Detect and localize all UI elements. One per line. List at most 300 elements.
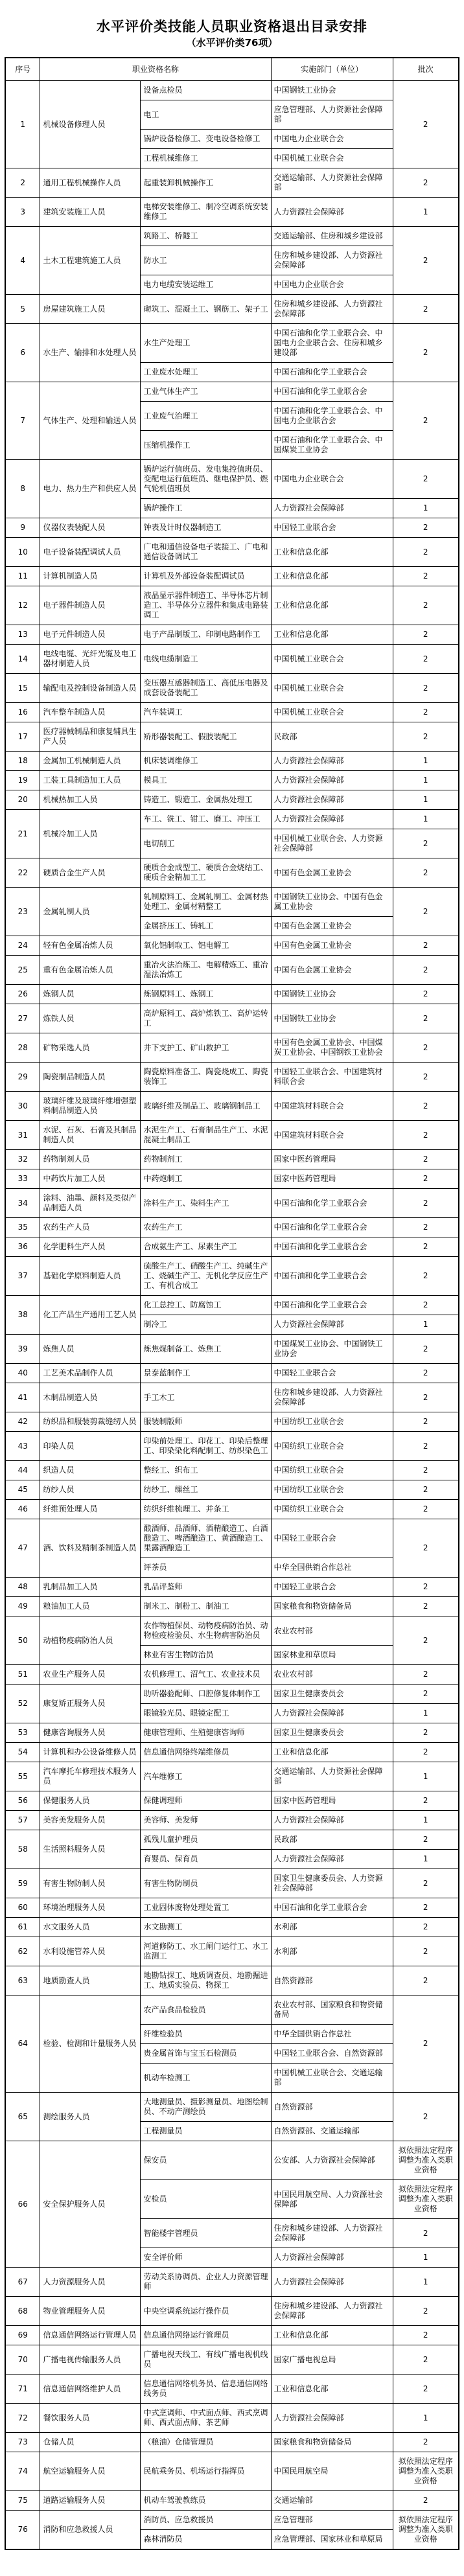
category-cell: 纺纱人员 xyxy=(40,1480,141,1500)
batch-cell: 2 xyxy=(393,2375,459,2404)
qualification-cell: 矫形器装配工、假肢装配工 xyxy=(141,722,271,752)
serial-number-cell: 47 xyxy=(5,1519,40,1578)
batch-cell: 1 xyxy=(393,810,459,829)
qualification-cell: 中药炮制工 xyxy=(141,1169,271,1189)
department-cell: 工业和信息化部 xyxy=(271,1743,393,1762)
qualification-cell: 工业固体废物处理处置工 xyxy=(141,1898,271,1918)
table-row xyxy=(5,1063,459,1092)
serial-number-cell: 37 xyxy=(5,1257,40,1296)
category-cell: 安全保护服务人员 xyxy=(40,2141,141,2268)
batch-cell: 2 xyxy=(393,1519,459,1578)
department-cell: 住房和城乡建设部、人力资源社会保障部 xyxy=(271,2297,393,2326)
department-cell: 人力资源社会保障部 xyxy=(271,1704,393,1723)
batch-cell: 2 xyxy=(393,1092,459,1121)
table-row xyxy=(5,1364,459,1383)
serial-number-cell: 60 xyxy=(5,1898,40,1918)
department-cell: 中国机械工业联合会 xyxy=(271,703,393,722)
qualification-cell: 酿酒师、品酒师、酒精酿造工、白酒酿造工、啤酒酿造工、黄酒酿造工、果露酒酿造工 xyxy=(141,1519,271,1558)
category-cell: 仪器仪表装配人员 xyxy=(40,518,141,538)
category-cell: 计算机制造人员 xyxy=(40,567,141,586)
serial-number-cell: 75 xyxy=(5,2491,40,2511)
table-row xyxy=(5,1665,459,1685)
department-cell: 国家粮食和物资储备局 xyxy=(271,2433,393,2452)
department-cell: 中国石油和化学工业联合会 xyxy=(271,1898,393,1918)
serial-number-cell: 65 xyxy=(5,2093,40,2141)
department-cell: 交通运输部、人力资源社会保障部 xyxy=(271,168,393,198)
category-cell: 基础化学原料制造人员 xyxy=(40,1257,141,1296)
department-cell: 中国纺织工业联合会 xyxy=(271,1412,393,1432)
department-cell: 民政部 xyxy=(271,722,393,752)
batch-cell: 2 xyxy=(393,81,459,168)
page-subtitle: （水平评价类76项） xyxy=(186,37,278,49)
serial-number-cell: 34 xyxy=(5,1189,40,1218)
serial-number-cell: 67 xyxy=(5,2268,40,2297)
department-cell: 中国机械工业联合会 xyxy=(271,645,393,674)
qualification-cell: 育婴员、保育员 xyxy=(141,1850,271,1869)
category-cell: 计算机和办公设备维修人员 xyxy=(40,1743,141,1762)
department-cell: 人力资源社会保障部 xyxy=(271,771,393,790)
batch-cell: 2 xyxy=(393,1597,459,1616)
department-cell: 中国石油和化学工业联合会 xyxy=(271,1237,393,1257)
department-cell: 中国煤炭工业协会、中国钢铁工业协会 xyxy=(271,1335,393,1364)
batch-cell: 2 xyxy=(393,703,459,722)
department-cell: 人力资源社会保障部 xyxy=(271,499,393,518)
table-row xyxy=(5,168,459,198)
batch-cell: 2 xyxy=(393,538,459,567)
category-cell: 矿物采选人员 xyxy=(40,1033,141,1063)
qualification-cell: 地勘钻探工、地质调查员、地勘掘进工、地质实验员、物探工 xyxy=(141,1966,271,1995)
serial-number-cell: 63 xyxy=(5,1966,40,1995)
table-row xyxy=(5,703,459,722)
batch-cell: 2 xyxy=(393,829,459,858)
department-cell: 民政部 xyxy=(271,1830,393,1850)
table-row xyxy=(5,1791,459,1811)
qualification-cell: 电力电缆安装运维工 xyxy=(141,275,271,295)
table-row xyxy=(5,1578,459,1597)
department-cell: 公安部、人力资源社会保障部 xyxy=(271,2141,393,2180)
table-row xyxy=(5,1519,459,1558)
serial-number-cell: 10 xyxy=(5,538,40,567)
category-cell: 乳制品加工人员 xyxy=(40,1578,141,1597)
serial-number-cell: 30 xyxy=(5,1092,40,1121)
table-row xyxy=(5,1500,459,1519)
batch-cell: 1 xyxy=(393,198,459,227)
batch-cell: 2 xyxy=(393,674,459,703)
category-cell: 美容美发服务人员 xyxy=(40,1811,141,1830)
category-cell: 印染人员 xyxy=(40,1432,141,1461)
department-cell: 国家粮食和物资储备局 xyxy=(271,1597,393,1616)
serial-number-cell: 61 xyxy=(5,1918,40,1937)
batch-cell: 1 xyxy=(393,499,459,518)
qualification-cell: 玻璃纤维及制品工、玻璃钢制品工 xyxy=(141,1092,271,1121)
table-row xyxy=(5,2375,459,2404)
category-cell: 玻璃纤维及玻璃纤维增强塑料制品制造人员 xyxy=(40,1092,141,1121)
category-cell: 健康咨询服务人员 xyxy=(40,1723,141,1743)
table-row xyxy=(5,1811,459,1830)
serial-number-cell: 62 xyxy=(5,1937,40,1966)
serial-number-cell: 76 xyxy=(5,2511,40,2550)
batch-cell: 2 xyxy=(393,2345,459,2375)
department-cell: 交通运输部、人力资源社会保障部 xyxy=(271,1762,393,1791)
batch-cell: 2 xyxy=(393,1063,459,1092)
table-row xyxy=(5,518,459,538)
table-row xyxy=(5,625,459,645)
serial-number-cell: 28 xyxy=(5,1033,40,1063)
serial-number-cell: 53 xyxy=(5,1723,40,1743)
qualification-cell: 印染前处理工、印花工、印染后整理工、印染染化料配制工、纺织染色工 xyxy=(141,1432,271,1461)
batch-cell: 2 xyxy=(393,1121,459,1150)
department-cell: 人力资源社会保障部 xyxy=(271,2268,393,2297)
qualification-cell: 机动车驾驶教练员 xyxy=(141,2491,271,2511)
department-cell: 工业和信息化部 xyxy=(271,2326,393,2345)
category-cell: 轻有色金属冶炼人员 xyxy=(40,936,141,956)
batch-cell: 2 xyxy=(393,2326,459,2345)
batch-cell: 2 xyxy=(393,1461,459,1480)
qualification-cell: 制冷工 xyxy=(141,1315,271,1335)
table-row xyxy=(5,227,459,246)
batch-cell: 1 xyxy=(393,1315,459,1335)
serial-number-cell: 50 xyxy=(5,1616,40,1665)
qualification-cell: 健康管理师、生殖健康咨询师 xyxy=(141,1723,271,1743)
table-row xyxy=(5,1616,459,1646)
category-cell: 水生产、输排和水处理人员 xyxy=(40,324,141,382)
qualification-cell: 氧化铝制取工、铝电解工 xyxy=(141,936,271,956)
qualification-cell: 林业有害生物防治员 xyxy=(141,1646,271,1665)
department-cell: 中国有色金属工业协会 xyxy=(271,936,393,956)
qualification-cell: 整经工、织布工 xyxy=(141,1461,271,1480)
department-cell: 国家中医药管理局 xyxy=(271,1791,393,1811)
table-header-row xyxy=(5,58,459,81)
department-cell: 中华全国供销合作总社 xyxy=(271,1558,393,1578)
qualification-cell: 炼焦煤制备工、炼焦工 xyxy=(141,1335,271,1364)
table-row xyxy=(5,2268,459,2297)
qualification-cell: 大地测量员、摄影测量员、地图绘制员、不动产测绘员 xyxy=(141,2093,271,2122)
table-row xyxy=(5,1743,459,1762)
table-row xyxy=(5,1918,459,1937)
qualification-cell: 劳动关系协调员、企业人力资源管理师 xyxy=(141,2268,271,2297)
batch-cell: 2 xyxy=(393,460,459,499)
batch-cell: 2 xyxy=(393,1966,459,1995)
table-row xyxy=(5,2433,459,2452)
category-cell: 信息通信网络维护人员 xyxy=(40,2375,141,2404)
category-cell: 康复矫正服务人员 xyxy=(40,1685,141,1723)
qualification-cell: 信息通信网络机务员、信息通信网络线务员 xyxy=(141,2375,271,2404)
table-row xyxy=(5,790,459,810)
department-cell: 中国石油和化学工业联合会 xyxy=(271,1296,393,1315)
table-row xyxy=(5,1169,459,1189)
category-cell: 电子器件制造人员 xyxy=(40,586,141,625)
serial-number-cell: 9 xyxy=(5,518,40,538)
table-row xyxy=(5,2326,459,2345)
batch-cell: 2 xyxy=(393,1723,459,1743)
serial-number-cell: 71 xyxy=(5,2375,40,2404)
department-cell: 中国电力企业联合会 xyxy=(271,460,393,499)
table-row xyxy=(5,2345,459,2375)
batch-cell: 2 xyxy=(393,1296,459,1315)
serial-number-cell: 35 xyxy=(5,1218,40,1237)
qualification-cell: 助听器验配师、口腔修复体制作工 xyxy=(141,1685,271,1704)
category-cell: 通用工程机械操作人员 xyxy=(40,168,141,198)
batch-cell: 1 xyxy=(393,771,459,790)
batch-cell: 1 xyxy=(393,2404,459,2433)
qualification-cell: 化工总控工、防腐蚀工 xyxy=(141,1296,271,1315)
table-row xyxy=(5,1383,459,1412)
qualification-cell: 服装制版师 xyxy=(141,1412,271,1432)
table-row xyxy=(5,1995,459,2025)
serial-number-cell: 57 xyxy=(5,1811,40,1830)
department-cell: 中国机械工业联合会 xyxy=(271,674,393,703)
table-row xyxy=(5,1033,459,1063)
department-cell: 人力资源社会保障部 xyxy=(271,1850,393,1869)
table-row xyxy=(5,1461,459,1480)
qualification-cell: 防水工 xyxy=(141,246,271,275)
qualification-cell: 机动车检测工 xyxy=(141,2064,271,2093)
category-cell: 房屋建筑施工人员 xyxy=(40,295,141,324)
qualification-cell: 模具工 xyxy=(141,771,271,790)
department-cell: 农业农村部 xyxy=(271,1616,393,1646)
table-row xyxy=(5,382,459,402)
serial-number-cell: 59 xyxy=(5,1869,40,1898)
batch-cell: 2 xyxy=(393,2297,459,2326)
category-cell: 电力、热力生产和供应人员 xyxy=(40,460,141,518)
batch-cell: 2 xyxy=(393,382,459,460)
serial-number-cell: 69 xyxy=(5,2326,40,2345)
batch-cell: 2 xyxy=(393,1335,459,1364)
category-cell: 有害生物防制人员 xyxy=(40,1869,141,1898)
batch-cell: 2 xyxy=(393,985,459,1004)
serial-number-cell: 26 xyxy=(5,985,40,1004)
qualification-cell: 河道修防工、水工闸门运行工、水工监测工 xyxy=(141,1937,271,1966)
batch-cell: 2 xyxy=(393,295,459,324)
department-cell: 住房和城乡建设部、人力资源社会保障部 xyxy=(271,295,393,324)
batch-cell: 2 xyxy=(393,1218,459,1237)
serial-number-cell: 18 xyxy=(5,752,40,771)
category-cell: 动植物疫病防治人员 xyxy=(40,1616,141,1665)
table-row xyxy=(5,1218,459,1237)
batch-cell: 拟依照法定程序调整为准入类职业资格 xyxy=(393,2511,459,2550)
batch-cell: 2 xyxy=(393,1869,459,1898)
serial-number-cell: 23 xyxy=(5,888,40,936)
department-cell: 国家林业和草原局 xyxy=(271,1646,393,1665)
department-cell: 中国石油和化学工业联合会 xyxy=(271,1257,393,1296)
batch-cell: 2 xyxy=(393,324,459,382)
qualification-cell: 汽车维修工 xyxy=(141,1762,271,1791)
qualification-cell: 重冶火法冶炼工、电解精炼工、重冶湿法冶炼工 xyxy=(141,956,271,985)
batch-cell: 1 xyxy=(393,1762,459,1791)
qualification-cell: 孤残儿童护理员 xyxy=(141,1830,271,1850)
category-cell: 地质勘查人员 xyxy=(40,1966,141,1995)
serial-number-cell: 43 xyxy=(5,1432,40,1461)
qualification-cell: 设备点检员 xyxy=(141,81,271,100)
department-cell: 中国钢铁工业协会 xyxy=(271,1004,393,1033)
department-cell: 国家中医药管理局 xyxy=(271,1150,393,1169)
department-cell: 中国石油和化学工业联合会 xyxy=(271,363,393,382)
table-row xyxy=(5,810,459,829)
category-cell: 化学肥料生产人员 xyxy=(40,1237,141,1257)
department-cell: 中国轻工业联合会 xyxy=(271,1519,393,1558)
department-cell: 人力资源社会保障部 xyxy=(271,790,393,810)
category-cell: 机械设备修理人员 xyxy=(40,81,141,168)
serial-number-cell: 17 xyxy=(5,722,40,752)
category-cell: 电子元件制造人员 xyxy=(40,625,141,645)
serial-number-cell: 14 xyxy=(5,645,40,674)
batch-cell: 2 xyxy=(393,1480,459,1500)
batch-cell: 2 xyxy=(393,1578,459,1597)
table-row xyxy=(5,1723,459,1743)
department-cell: 水利部 xyxy=(271,1918,393,1937)
qualification-cell: 钟表及计时仪器制造工 xyxy=(141,518,271,538)
category-cell: 环境治理服务人员 xyxy=(40,1898,141,1918)
category-cell: 保健服务人员 xyxy=(40,1791,141,1811)
qualification-cell: 水生产处理工 xyxy=(141,324,271,363)
department-cell: 工业和信息化部 xyxy=(271,538,393,567)
department-cell: 中国轻工业联合会 xyxy=(271,1364,393,1383)
department-cell: 中国有色金属工业协会 xyxy=(271,917,393,936)
qualification-cell: 信息通信网络运行管理员 xyxy=(141,2326,271,2345)
qualification-cell: 电工 xyxy=(141,100,271,130)
qualification-cell: 电线电缆制造工 xyxy=(141,645,271,674)
serial-number-cell: 12 xyxy=(5,586,40,625)
qualification-cell: 计算机及外部设备装配调试员 xyxy=(141,567,271,586)
department-cell: 中国机械工业联合会 xyxy=(271,149,393,168)
table-row xyxy=(5,771,459,790)
table-row xyxy=(5,1898,459,1918)
qualification-cell: 农作物植保员、动物疫病防治员、动物检疫检验员、水生物病害防治员 xyxy=(141,1616,271,1646)
category-cell: 物业管理服务人员 xyxy=(40,2297,141,2326)
qualification-cell: 纺织纤维梳理工、并条工 xyxy=(141,1500,271,1519)
batch-cell: 2 xyxy=(393,1189,459,1218)
table-row xyxy=(5,1597,459,1616)
table-row xyxy=(5,1966,459,1995)
category-cell: 电线电缆、光纤光缆及电工器材制造人员 xyxy=(40,645,141,674)
qualification-cell: 硫酸生产工、硝酸生产工、纯碱生产工、烧碱生产工、无机化学反应生产工、有机合成工 xyxy=(141,1257,271,1296)
qualification-cell: 锅炉运行值班员、发电集控值班员、变配电运行值班员、继电保护员、燃气轮机值班员 xyxy=(141,460,271,499)
qualification-cell: 农产品食品检验员 xyxy=(141,1995,271,2025)
department-cell: 中国纺织工业联合会 xyxy=(271,1432,393,1461)
qualification-cell: 井下支护工、矿山救护工 xyxy=(141,1033,271,1063)
header-batch: 批次 xyxy=(393,58,459,81)
category-cell: 土木工程建筑施工人员 xyxy=(40,227,141,295)
department-cell: 中国有色金属工业协会、中国煤炭工业协会、中国钢铁工业协会 xyxy=(271,1033,393,1063)
department-cell: 农业农村部 xyxy=(271,1665,393,1685)
department-cell: 中国轻工业联合会、中国建筑材料联合会 xyxy=(271,1063,393,1092)
category-cell: 农业生产服务人员 xyxy=(40,1665,141,1685)
category-cell: 重有色金属冶炼人员 xyxy=(40,956,141,985)
qualification-cell: 车工、铣工、钳工、磨工、冲压工 xyxy=(141,810,271,829)
batch-cell: 2 xyxy=(393,1791,459,1811)
department-cell: 中国轻工业联合会 xyxy=(271,1578,393,1597)
serial-number-cell: 8 xyxy=(5,460,40,518)
batch-cell: 2 xyxy=(393,1685,459,1704)
department-cell: 中国电力企业联合会 xyxy=(271,130,393,149)
batch-cell: 2 xyxy=(393,1150,459,1169)
qualification-cell: 锅炉操作工 xyxy=(141,499,271,518)
table-row xyxy=(5,1480,459,1500)
qualification-cell: 乳品评鉴师 xyxy=(141,1578,271,1597)
category-cell: 输配电及控制设备制造人员 xyxy=(40,674,141,703)
category-cell: 中药饮片加工人员 xyxy=(40,1169,141,1189)
batch-cell: 2 xyxy=(393,518,459,538)
table-row xyxy=(5,645,459,674)
table-row xyxy=(5,888,459,917)
serial-number-cell: 1 xyxy=(5,81,40,168)
table-row xyxy=(5,1189,459,1218)
department-cell: 中国有色金属工业协会 xyxy=(271,956,393,985)
qualification-cell: 工程测量员 xyxy=(141,2122,271,2141)
department-cell: 人力资源社会保障部 xyxy=(271,2404,393,2433)
department-cell: 住房和城乡建设部、人力资源社会保障部 xyxy=(271,1383,393,1412)
table-row xyxy=(5,1150,459,1169)
serial-number-cell: 33 xyxy=(5,1169,40,1189)
serial-number-cell: 20 xyxy=(5,790,40,810)
category-cell: 药物制剂人员 xyxy=(40,1150,141,1169)
qualification-cell: 液晶显示器件制造工、半导体芯片制造工、半导体分立器件和集成电路装调工 xyxy=(141,586,271,625)
qualification-cell: 评茶员 xyxy=(141,1558,271,1578)
department-cell: 中国有色金属工业协会 xyxy=(271,858,393,888)
qualification-cell: 工程机械维修工 xyxy=(141,149,271,168)
batch-cell: 1 xyxy=(393,790,459,810)
qualification-cell: 美容师、美发师 xyxy=(141,1811,271,1830)
table-row xyxy=(5,674,459,703)
department-cell: 中国建筑材料联合会 xyxy=(271,1121,393,1150)
department-cell: 工业和信息化部 xyxy=(271,625,393,645)
serial-number-cell: 5 xyxy=(5,295,40,324)
category-cell: 气体生产、处理和输送人员 xyxy=(40,382,141,460)
category-cell: 水利设施管养人员 xyxy=(40,1937,141,1966)
qualification-cell: 水泥生产工、石膏制品生产工、水泥混凝土制品工 xyxy=(141,1121,271,1150)
table-row xyxy=(5,1762,459,1791)
serial-number-cell: 6 xyxy=(5,324,40,382)
qualification-cell: 农机修理工、沼气工、农业技术员 xyxy=(141,1665,271,1685)
batch-cell: 1 xyxy=(393,752,459,771)
qualification-cell: 工业气体生产工 xyxy=(141,382,271,402)
department-cell: 中国建筑材料联合会 xyxy=(271,1092,393,1121)
table-row xyxy=(5,586,459,625)
serial-number-cell: 39 xyxy=(5,1335,40,1364)
serial-number-cell: 29 xyxy=(5,1063,40,1092)
department-cell: 中国石油和化学工业联合会、中国电力企业联合会 xyxy=(271,402,393,431)
batch-cell: 2 xyxy=(393,1937,459,1966)
qualification-cell: 汽车装调工 xyxy=(141,703,271,722)
qualification-cell: 纺纱工、缫丝工 xyxy=(141,1480,271,1500)
qualification-cell: 工业废水处理工 xyxy=(141,363,271,382)
category-cell: 金属加工机械制造人员 xyxy=(40,752,141,771)
category-cell: 检验、检测和计量服务人员 xyxy=(40,1995,141,2093)
table-row xyxy=(5,1685,459,1704)
category-cell: 水泥、石灰、石膏及其制品制造人员 xyxy=(40,1121,141,1150)
qualification-cell: 中式烹调师、中式面点师、西式烹调师、西式面点师、茶艺师 xyxy=(141,2404,271,2433)
batch-cell: 拟依照法定程序调整为准入类职业资格 xyxy=(393,2180,459,2219)
qualification-cell: 农药生产工 xyxy=(141,1218,271,1237)
batch-cell: 2 xyxy=(393,956,459,985)
department-cell: 住房和城乡建设部、人力资源社会保障部 xyxy=(271,246,393,275)
department-cell: 中国石油和化学工业联合会、中国电力企业联合会、住房和城乡建设部 xyxy=(271,324,393,363)
table-row xyxy=(5,1937,459,1966)
qualification-cell: 电子产品制版工、印制电路制作工 xyxy=(141,625,271,645)
qualification-cell: 电梯安装维修工、制冷空调系统安装维修工 xyxy=(141,198,271,227)
category-cell: 木制品制造人员 xyxy=(40,1383,141,1412)
category-cell: 织造人员 xyxy=(40,1461,141,1480)
department-cell: 人力资源社会保障部 xyxy=(271,2248,393,2268)
table-row xyxy=(5,1869,459,1898)
qualification-cell: 消防员、应急救援员 xyxy=(141,2511,271,2530)
qualification-cell: 锅炉设备检修工、变电设备检修工 xyxy=(141,130,271,149)
category-cell: 道路运输服务人员 xyxy=(40,2491,141,2511)
category-cell: 工艺美术品制作人员 xyxy=(40,1364,141,1383)
serial-number-cell: 22 xyxy=(5,858,40,888)
category-cell: 炼钢人员 xyxy=(40,985,141,1004)
category-cell: 人力资源服务人员 xyxy=(40,2268,141,2297)
